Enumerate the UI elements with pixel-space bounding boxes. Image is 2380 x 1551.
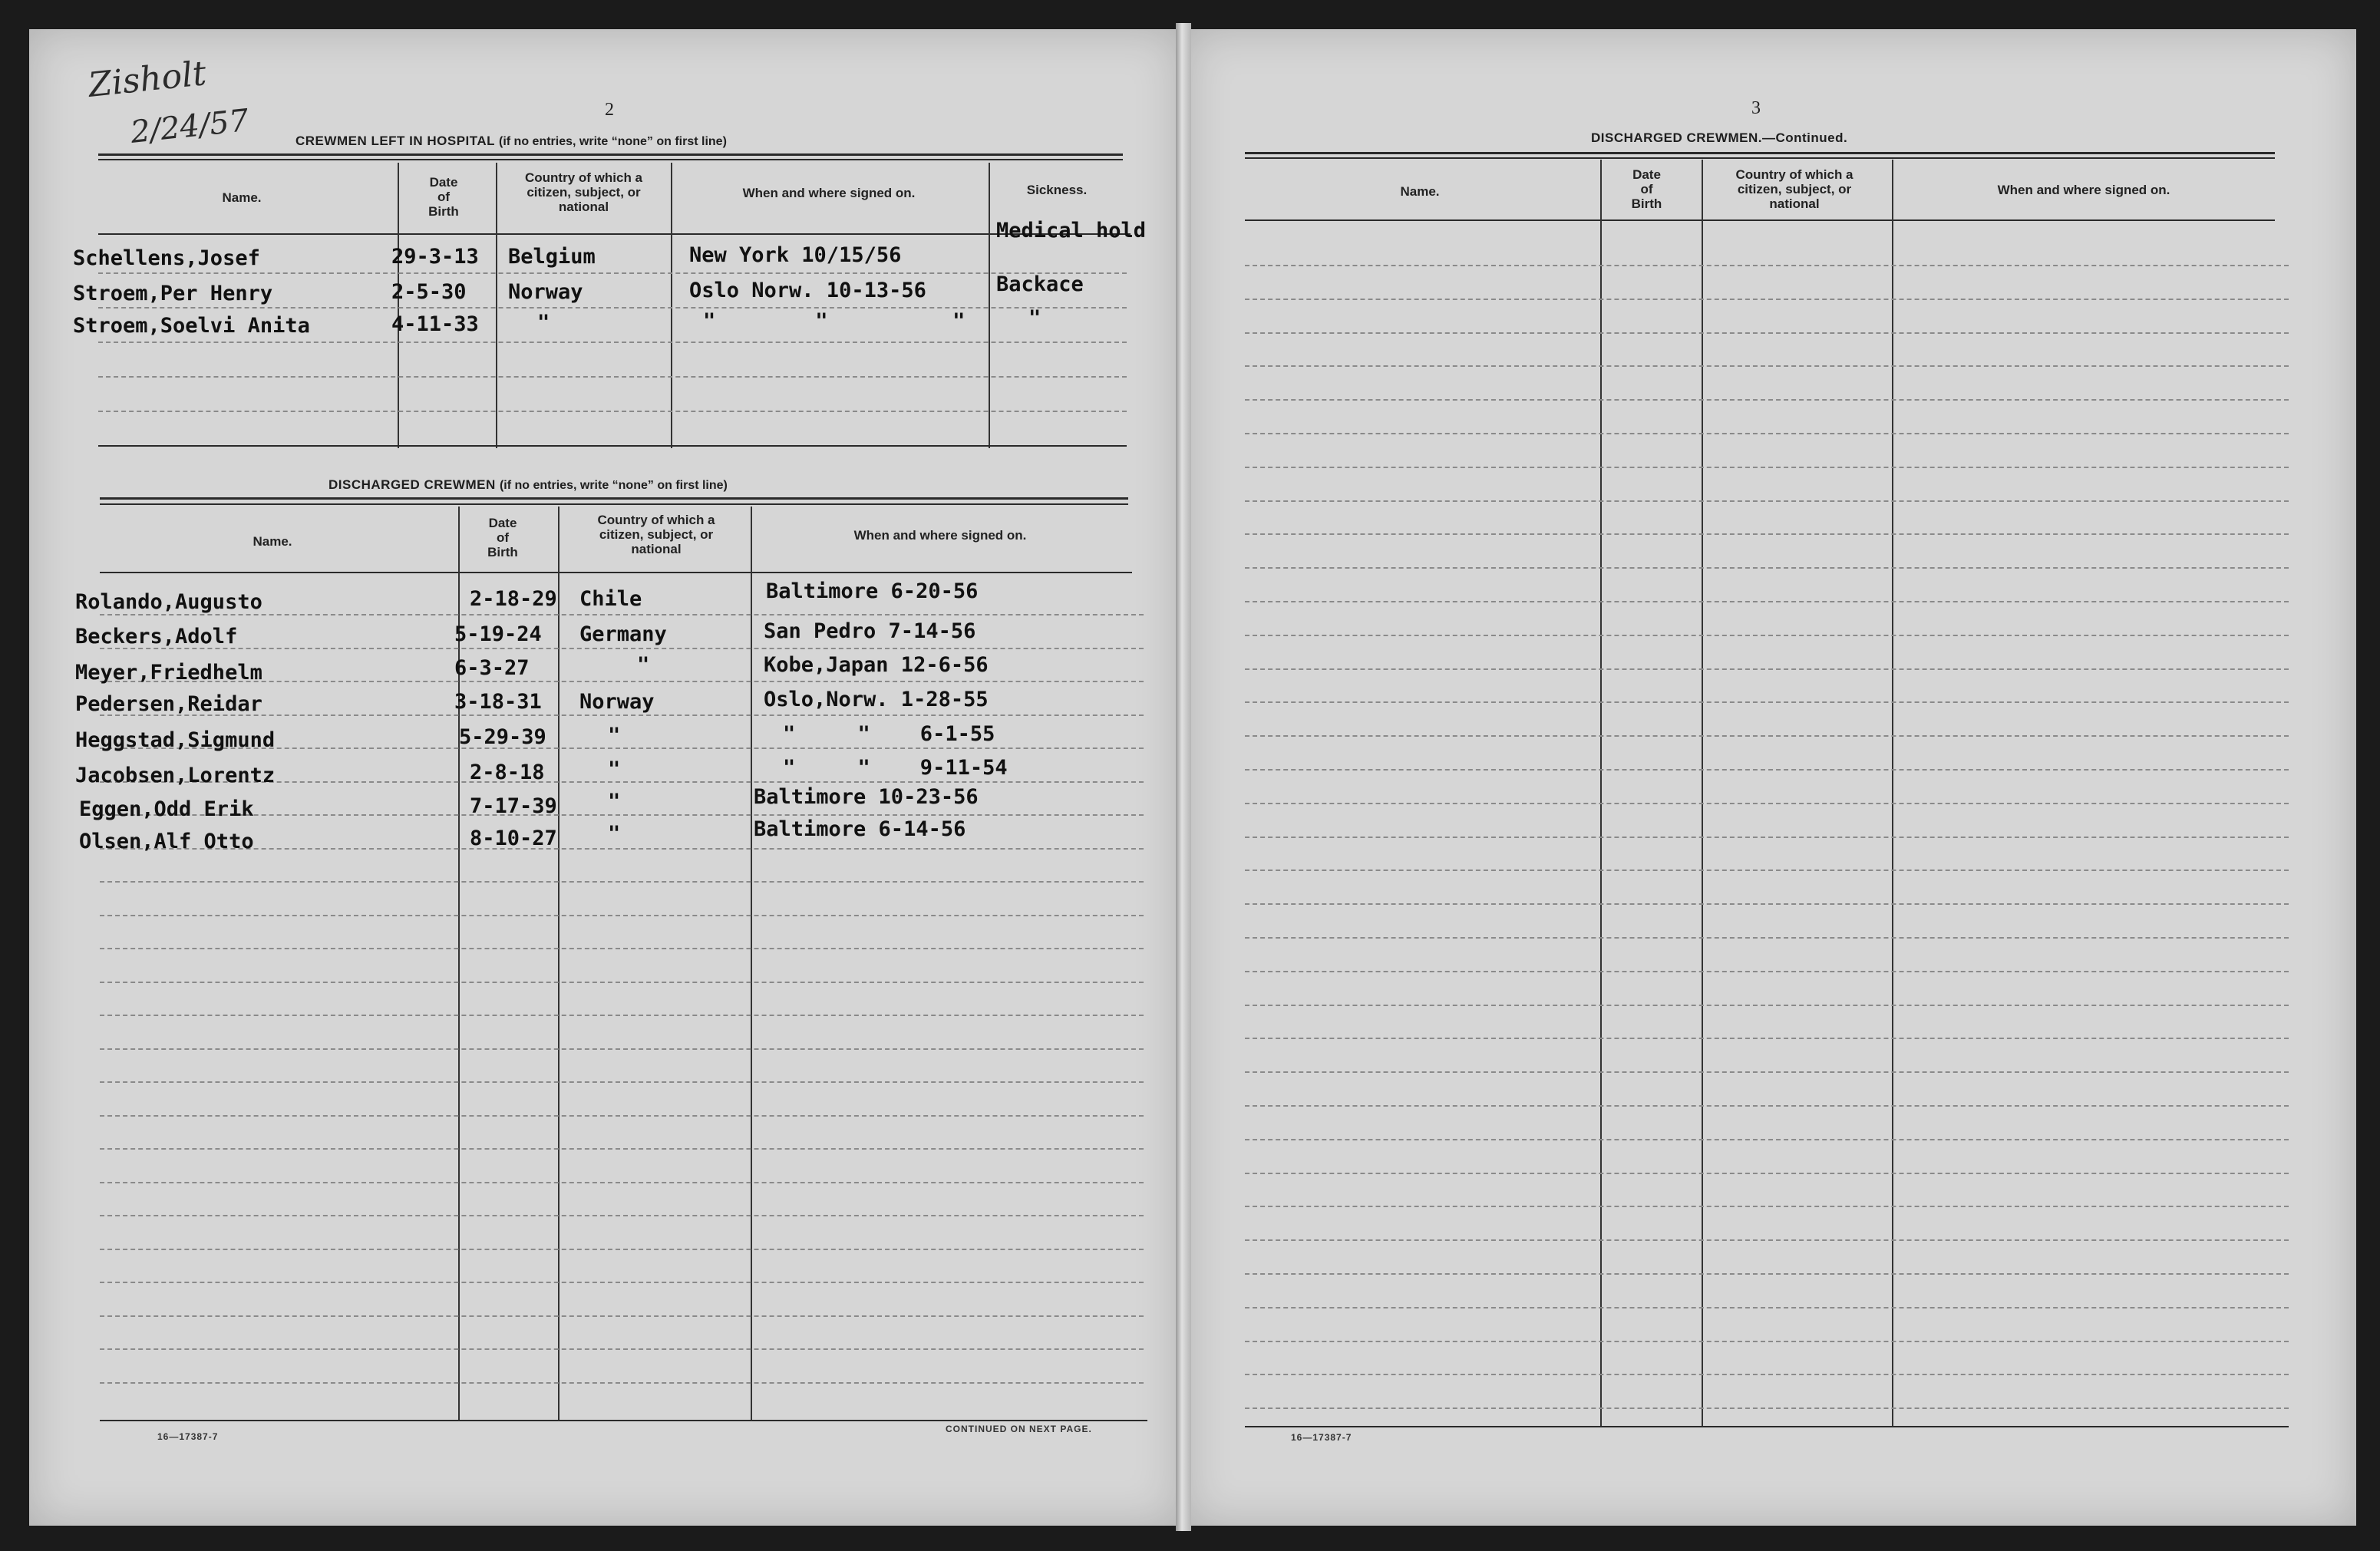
dotted-line xyxy=(100,1182,1144,1183)
dotted-line xyxy=(1245,735,2289,737)
crewman-dob: 3-18-31 xyxy=(454,690,542,714)
dotted-line xyxy=(1245,870,2289,871)
col-header-dob: Date of Birth xyxy=(487,516,518,559)
rule xyxy=(100,503,1128,505)
crewman-dob: 4-11-33 xyxy=(391,312,479,336)
col-header-sickness: Sickness. xyxy=(1026,183,1088,197)
crewman-signed: Kobe,Japan 12-6-56 xyxy=(764,653,989,677)
rule xyxy=(1245,152,2275,154)
dotted-line xyxy=(1245,1038,2289,1039)
column-divider xyxy=(1892,160,1893,1426)
crewman-signed: " " 6-1-55 xyxy=(783,722,995,746)
crewman-dob: 2-5-30 xyxy=(391,280,467,304)
crewman-name: Meyer,Friedhelm xyxy=(75,661,262,685)
col-header-country: Country of which a citizen, subject, or national xyxy=(1735,167,1853,211)
dotted-line xyxy=(1245,399,2289,401)
crewman-name: Pedersen,Reidar xyxy=(75,692,262,716)
dotted-line xyxy=(100,648,1144,649)
handwritten-name: Zisholt xyxy=(86,54,209,105)
rule xyxy=(100,497,1128,500)
dotted-line xyxy=(100,814,1144,816)
crewman-signed: New York 10/15/56 xyxy=(689,243,902,267)
dotted-line xyxy=(1245,668,2289,670)
crewman-country: " xyxy=(608,790,621,813)
hospital-instruction: (if no entries, write “none” on first line) xyxy=(499,135,727,148)
dotted-line xyxy=(98,307,1127,309)
crewman-dob: 2-8-18 xyxy=(470,761,545,784)
dotted-line xyxy=(1245,971,2289,972)
dotted-line xyxy=(1245,769,2289,771)
dotted-line xyxy=(98,342,1127,343)
crewman-dob: 7-17-39 xyxy=(470,794,557,818)
dotted-line xyxy=(1245,433,2289,434)
column-divider xyxy=(1702,160,1703,1426)
crewman-country: Germany xyxy=(579,622,667,646)
form-number-left: 16—17387-7 xyxy=(157,1431,219,1442)
column-divider xyxy=(398,163,399,448)
dotted-line xyxy=(1245,533,2289,535)
col-header-country: Country of which a citizen, subject, or national xyxy=(525,170,642,214)
dotted-line xyxy=(1245,265,2289,266)
dotted-line xyxy=(98,376,1127,378)
crewman-name: Heggstad,Sigmund xyxy=(75,728,276,752)
page-spine xyxy=(1176,23,1191,1531)
dotted-line xyxy=(1245,1307,2289,1308)
dotted-line xyxy=(98,411,1127,412)
col-header-dob: Date of Birth xyxy=(428,175,459,219)
column-divider xyxy=(671,163,672,448)
page-number-left: 2 xyxy=(605,100,614,120)
column-divider xyxy=(1600,160,1602,1426)
crewman-signed: Baltimore 10-23-56 xyxy=(754,785,979,809)
rule xyxy=(1245,1426,2289,1427)
right-page xyxy=(1186,29,2356,1526)
dotted-line xyxy=(100,1048,1144,1050)
dotted-line xyxy=(1245,467,2289,468)
col-header-name: Name. xyxy=(1400,184,1440,199)
rule xyxy=(98,153,1123,156)
crewman-country: " xyxy=(637,653,650,677)
crewman-name: Stroem,Per Henry xyxy=(73,282,273,305)
discharged-instruction: (if no entries, write “none” on first line) xyxy=(499,479,728,492)
rule xyxy=(98,233,1131,235)
crewman-name: Beckers,Adolf xyxy=(75,625,238,648)
dotted-line xyxy=(1245,1071,2289,1073)
dotted-line xyxy=(100,982,1144,983)
dotted-line xyxy=(100,1249,1144,1250)
col-header-dob: Date of Birth xyxy=(1631,167,1662,211)
crewman-sickness: Medical hold xyxy=(996,219,1147,243)
dotted-line xyxy=(100,1081,1144,1083)
dotted-line xyxy=(100,1315,1144,1317)
dotted-line xyxy=(1245,1273,2289,1275)
rule xyxy=(98,159,1123,160)
continued-note: CONTINUED ON NEXT PAGE. xyxy=(946,1424,1092,1434)
dotted-line xyxy=(100,1148,1144,1150)
crewman-country: Chile xyxy=(579,587,642,611)
crewman-country: " xyxy=(537,311,550,335)
discharged-title-text: DISCHARGED CREWMEN xyxy=(328,477,496,492)
crewman-sickness: Backace xyxy=(996,272,1084,296)
dotted-line xyxy=(1245,567,2289,569)
dotted-line xyxy=(1245,1139,2289,1140)
crewman-country: " xyxy=(608,757,621,781)
dotted-line xyxy=(100,614,1144,615)
crewman-country: Norway xyxy=(579,690,655,714)
dotted-line xyxy=(1245,1374,2289,1375)
dotted-line xyxy=(100,1215,1144,1216)
dotted-line xyxy=(1245,1341,2289,1342)
crewman-name: Stroem,Soelvi Anita xyxy=(73,314,310,338)
dotted-line xyxy=(1245,601,2289,602)
handwritten-date: 2/24/57 xyxy=(129,103,251,150)
dotted-line xyxy=(1245,500,2289,502)
crewman-signed: " " " xyxy=(703,309,966,333)
crewman-signed: Baltimore 6-14-56 xyxy=(754,817,966,841)
crewman-country: " xyxy=(608,724,621,747)
column-divider xyxy=(989,163,990,448)
crewman-country: " xyxy=(608,822,621,846)
dotted-line xyxy=(98,272,1127,274)
crewman-country: Norway xyxy=(508,280,583,304)
dotted-line xyxy=(100,881,1144,883)
rule xyxy=(1245,157,2275,159)
crewman-name: Eggen,Odd Erik xyxy=(79,797,254,821)
dotted-line xyxy=(100,915,1144,916)
dotted-line xyxy=(1245,701,2289,703)
crewman-dob: 2-18-29 xyxy=(470,587,557,611)
crewman-name: Rolando,Augusto xyxy=(75,590,262,614)
dotted-line xyxy=(100,848,1144,850)
col-header-signed: When and where signed on. xyxy=(1997,183,2170,197)
col-header-name: Name. xyxy=(222,190,262,205)
dotted-line xyxy=(100,948,1144,949)
dotted-line xyxy=(100,1382,1144,1384)
crewman-dob: 29-3-13 xyxy=(391,245,479,269)
rule xyxy=(98,445,1127,447)
crewman-signed: Oslo Norw. 10-13-56 xyxy=(689,279,926,302)
rule xyxy=(100,1420,1147,1421)
page-number-right: 3 xyxy=(1751,98,1761,118)
crewman-name: Jacobsen,Lorentz xyxy=(75,764,276,787)
crewman-name: Olsen,Alf Otto xyxy=(79,830,254,853)
dotted-line xyxy=(1245,1407,2289,1409)
dotted-line xyxy=(1245,635,2289,636)
dotted-line xyxy=(1245,937,2289,939)
col-header-country: Country of which a citizen, subject, or national xyxy=(597,513,715,556)
crewman-dob: 6-3-27 xyxy=(454,656,530,680)
dotted-line xyxy=(1245,332,2289,334)
dotted-line xyxy=(1245,1105,2289,1107)
crewman-dob: 5-19-24 xyxy=(454,622,542,646)
crewman-sickness: " xyxy=(1028,306,1041,330)
right-section-title: DISCHARGED CREWMEN.—Continued. xyxy=(1591,130,1848,145)
dotted-line xyxy=(100,1115,1144,1117)
dotted-line xyxy=(1245,1239,2289,1241)
dotted-line xyxy=(1245,1206,2289,1207)
dotted-line xyxy=(1245,803,2289,804)
dotted-line xyxy=(1245,1005,2289,1006)
dotted-line xyxy=(100,1015,1144,1016)
dotted-line xyxy=(1245,837,2289,838)
col-header-signed: When and where signed on. xyxy=(742,186,916,200)
crewman-dob: 8-10-27 xyxy=(470,827,557,850)
form-number-right: 16—17387-7 xyxy=(1291,1432,1352,1443)
crewman-country: Belgium xyxy=(508,245,596,269)
dotted-line xyxy=(1245,1173,2289,1174)
dotted-line xyxy=(1245,299,2289,300)
hospital-section-title xyxy=(295,134,727,149)
rule xyxy=(1245,219,2275,221)
crewman-signed: San Pedro 7-14-56 xyxy=(764,619,976,643)
dotted-line xyxy=(1245,903,2289,905)
discharged-section-title xyxy=(328,477,728,493)
hospital-title-text: CREWMEN LEFT IN HOSPITAL xyxy=(295,134,495,148)
dotted-line xyxy=(100,1348,1144,1350)
crewman-signed: Baltimore 6-20-56 xyxy=(766,579,979,603)
crewman-name: Schellens,Josef xyxy=(73,246,260,270)
column-divider xyxy=(496,163,497,448)
crewman-signed: " " 9-11-54 xyxy=(783,756,1008,780)
crewman-signed: Oslo,Norw. 1-28-55 xyxy=(764,688,989,711)
dotted-line xyxy=(100,1282,1144,1283)
crewman-dob: 5-29-39 xyxy=(459,725,546,749)
col-header-signed: When and where signed on. xyxy=(853,528,1027,543)
col-header-name: Name. xyxy=(253,534,292,549)
dotted-line xyxy=(1245,365,2289,367)
rule xyxy=(100,572,1132,573)
